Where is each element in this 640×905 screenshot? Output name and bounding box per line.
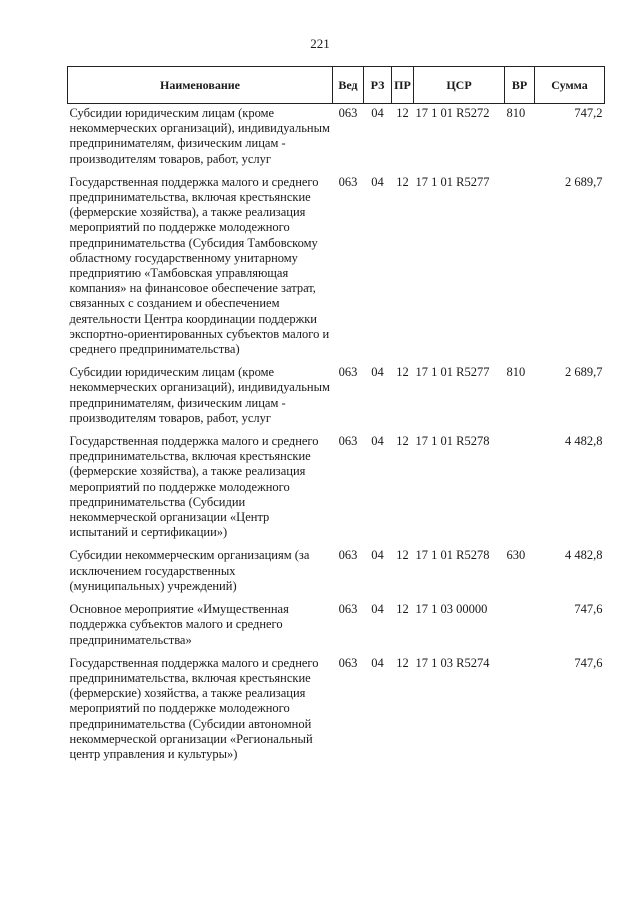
- row-vr: [505, 173, 535, 363]
- row-pr: 12: [396, 365, 409, 380]
- row-pr: 12: [396, 655, 409, 670]
- row-ved: 063: [338, 655, 358, 670]
- row-name: Государственная поддержка малого и среднего предпринимательства, включая крестьянские (фермерские) хозяйства, а также реализация мероприятий по поддержке молодежного предпринимательства (Субсидии автономной некоммерческой организации «Региональный центр управления и культуры»): [69, 655, 319, 761]
- row-csr: 17 1 01 R5277: [415, 174, 490, 189]
- row-ved: 063: [338, 602, 358, 617]
- row-rz: 04: [371, 174, 384, 189]
- row-sum: 747,6: [574, 602, 603, 617]
- row-vr: [505, 654, 535, 768]
- row-pr: 12: [396, 174, 409, 189]
- row-ved: 063: [338, 548, 358, 563]
- header-pr: ПР: [392, 67, 414, 104]
- row-name: Государственная поддержка малого и среднего предпринимательства, включая крестьянские (фермерские хозяйства), а также реализация мероприятий по поддержке молодежного предпринимательства (Субсидии некоммерческой организации «Центр испытаний и сертификации»): [69, 434, 319, 540]
- row-rz: 04: [371, 365, 384, 380]
- row-ved: 063: [338, 174, 358, 189]
- row-sum: 4 482,8: [565, 548, 603, 563]
- row-sum: 2 689,7: [565, 365, 603, 380]
- row-name: Субсидии юридическим лицам (кроме некоммерческих организаций), индивидуальным предпринимателям, физическим лицам - производителям товаров, работ, услуг: [69, 365, 330, 425]
- row-csr: 17 1 03 00000: [415, 602, 488, 617]
- row-csr: 17 1 01 R5277: [415, 365, 490, 380]
- row-name: Основное мероприятие «Имущественная поддержка субъектов малого и среднего предпринимательства»: [69, 602, 289, 647]
- row-sum: 4 482,8: [565, 434, 603, 449]
- row-name: Субсидии некоммерческим организациям (за исключением государственных (муниципальных) учреждений): [69, 548, 310, 593]
- header-vr: ВР: [505, 67, 535, 104]
- table-row: [68, 432, 605, 546]
- row-vr: [505, 432, 535, 546]
- row-name: Государственная поддержка малого и среднего предпринимательства, включая крестьянские (фермерские хозяйства), а также реализация мероприятий по поддержке молодежного предпринимательства (Субсидия Тамбовскому областному государственному унитарному предприятию «Тамбовская управляющая компания» на финансовое обеспечение затрат, связанных с созданием и обеспечением деятельности Центра координации поддержки экспортно-ориентированных субъектов малого и среднего предпринимательства): [69, 174, 330, 357]
- budget-table: [67, 66, 605, 768]
- row-sum: 747,2: [574, 106, 603, 120]
- row-vr: [505, 600, 535, 654]
- row-vr: 810: [506, 365, 526, 380]
- header-ved: Вед: [333, 67, 364, 104]
- table-header-row: [68, 67, 605, 104]
- row-vr: 810: [506, 106, 526, 120]
- header-name: Наименование: [68, 67, 333, 104]
- row-pr: 12: [396, 106, 409, 120]
- page-number: 221: [310, 36, 330, 51]
- row-ved: 063: [338, 434, 358, 449]
- row-pr: 12: [396, 434, 409, 449]
- row-csr: 17 1 03 R5274: [415, 655, 490, 670]
- table-row: [68, 600, 605, 654]
- row-csr: 17 1 01 R5272: [415, 106, 490, 120]
- row-csr: 17 1 01 R5278: [415, 548, 490, 563]
- row-rz: 04: [371, 602, 384, 617]
- row-rz: 04: [371, 434, 384, 449]
- row-sum: 747,6: [574, 655, 603, 670]
- row-ved: 063: [338, 365, 358, 380]
- row-vr: 630: [506, 548, 526, 563]
- table-row: [68, 363, 605, 432]
- row-ved: 063: [338, 106, 358, 120]
- row-name: Субсидии юридическим лицам (кроме некоммерческих организаций), индивидуальным предпринимателям, физическим лицам - производителям товаров, работ, услуг: [69, 106, 330, 166]
- row-pr: 12: [396, 548, 409, 563]
- table-row: [68, 173, 605, 363]
- row-rz: 04: [371, 548, 384, 563]
- row-rz: 04: [371, 106, 384, 120]
- header-sum: Сумма: [535, 67, 605, 104]
- header-rz: РЗ: [364, 67, 392, 104]
- row-pr: 12: [396, 602, 409, 617]
- row-csr: 17 1 01 R5278: [415, 434, 490, 449]
- table-row: [68, 654, 605, 768]
- row-rz: 04: [371, 655, 384, 670]
- table-row: [68, 546, 605, 600]
- header-csr: ЦСР: [414, 67, 505, 104]
- row-sum: 2 689,7: [565, 174, 603, 189]
- table-row: [68, 104, 605, 173]
